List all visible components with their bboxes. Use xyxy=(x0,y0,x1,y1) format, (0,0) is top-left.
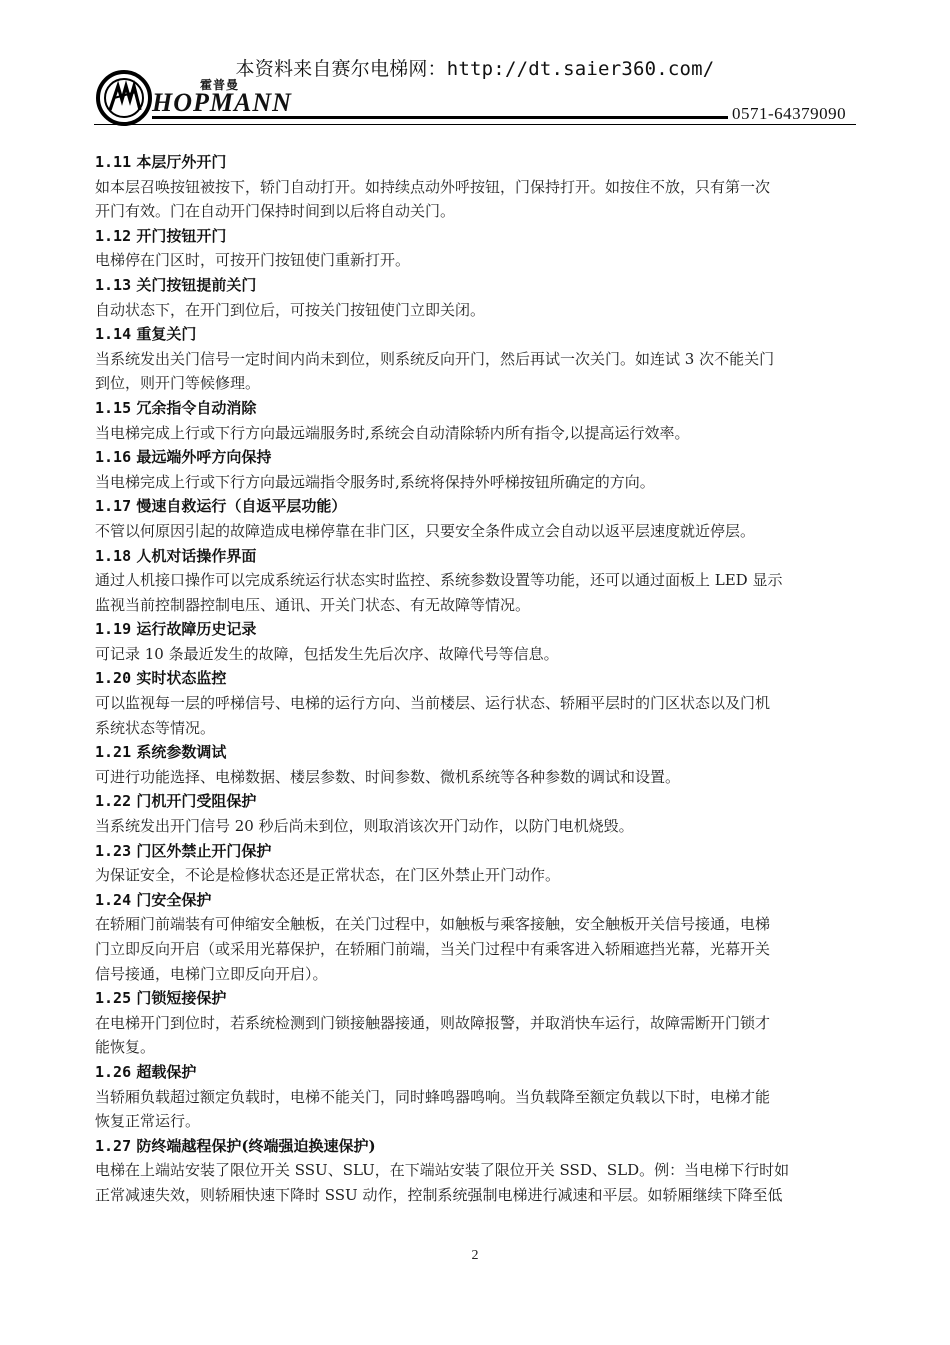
section-body-line: 可记录 10 条最近发生的故障，包括发生先后次序、故障代号等信息。 xyxy=(95,644,559,663)
section-title: 超载保护 xyxy=(136,1062,197,1081)
brand-cn: 霍普曼 xyxy=(200,78,240,92)
section-number: 1.13 xyxy=(95,275,132,294)
section xyxy=(95,494,857,543)
section-number: 1.18 xyxy=(95,546,132,565)
section-title: 门区外禁止开门保护 xyxy=(136,841,272,860)
section-title: 门锁短接保护 xyxy=(136,989,227,1008)
section-body-line: 系统状态等情况。 xyxy=(95,718,216,737)
section xyxy=(95,888,857,986)
section-body-line: 可进行功能选择、电梯数据、楼层参数、时间参数、微机系统等各种参数的调试和设置。 xyxy=(95,767,681,786)
section xyxy=(95,445,857,494)
section-body-line: 正常减速失效，则轿厢快速下降时 SSU 动作，控制系统强制电梯进行减速和平层。如轿厢继续下降至低 xyxy=(95,1185,783,1204)
section xyxy=(95,396,857,445)
section-heading xyxy=(95,1060,857,1085)
section-title: 防终端越程保护(终端强迫换速保护) xyxy=(136,1136,376,1155)
section-number: 1.15 xyxy=(95,398,132,417)
section-body-line: 电梯停在门区时，可按开门按钮使门重新打开。 xyxy=(95,251,411,270)
section xyxy=(95,1060,857,1134)
section-body-line: 如本层召唤按钮被按下，轿门自动打开。如持续点动外呼按钮，门保持打开。如按住不放，只有第一次 xyxy=(95,177,771,196)
section-body-line: 监视当前控制器控制电压、通讯、开关门状态、有无故障等情况。 xyxy=(95,595,531,614)
section-title: 本层厅外开门 xyxy=(136,153,227,171)
section-number: 1.23 xyxy=(95,841,132,860)
phone-number: 0571-64379090 xyxy=(732,104,847,123)
hopmann-logo-icon xyxy=(96,70,152,126)
section-title: 实时状态监控 xyxy=(136,669,227,688)
section xyxy=(95,273,857,322)
section-number: 1.14 xyxy=(95,325,132,344)
section-number: 1.20 xyxy=(95,669,132,688)
section-body-line: 在轿厢门前端装有可伸缩安全触板，在关门过程中，如触板与乘客接触，安全触板开关信号接通，电梯 xyxy=(95,915,771,934)
section-heading xyxy=(95,888,857,913)
section-title: 慢速自救运行（自返平层功能） xyxy=(136,497,347,516)
section-title: 关门按钮提前关门 xyxy=(136,275,257,294)
section-number: 1.12 xyxy=(95,226,132,245)
section-heading xyxy=(95,617,857,642)
section-heading xyxy=(95,322,857,347)
section-body-line: 当电梯完成上行或下行方向最远端服务时,系统会自动清除轿内所有指令,以提高运行效率。 xyxy=(95,423,690,442)
section-title: 开门按钮开门 xyxy=(136,226,227,245)
section-body-line: 当系统发出开门信号 20 秒后尚未到位，则取消该次开门动作，以防门电机烧毁。 xyxy=(95,817,634,836)
section-number: 1.11 xyxy=(95,153,132,171)
section-number: 1.25 xyxy=(95,989,132,1008)
section-body-line: 当系统发出关门信号一定时间内尚未到位，则系统反向开门，然后再试一次关门。如连试 3 次不能关门 xyxy=(95,349,775,368)
page-number: 2 xyxy=(471,1248,479,1263)
section-title: 系统参数调试 xyxy=(136,743,227,762)
section xyxy=(95,839,857,888)
section-body-line: 自动状态下，在开门到位后，可按关门按钮使门立即关闭。 xyxy=(95,300,486,319)
section-body-line: 在电梯开门到位时，若系统检测到门锁接触器接通，则故障报警，并取消快车运行，故障需断开门锁才 xyxy=(95,1013,771,1032)
section-number: 1.16 xyxy=(95,448,132,467)
section-heading xyxy=(95,396,857,421)
section-body-line: 恢复正常运行。 xyxy=(95,1112,201,1131)
section-body-line: 开门有效。门在自动开门保持时间到以后将自动关门。 xyxy=(95,202,456,221)
section-body-line: 可以监视每一层的呼梯信号、电梯的运行方向、当前楼层、运行状态、轿厢平层时的门区状态以及门机 xyxy=(95,694,771,713)
document-body xyxy=(95,150,857,1208)
section xyxy=(95,740,857,789)
section-number: 1.24 xyxy=(95,890,132,909)
section-number: 1.19 xyxy=(95,620,132,639)
section-body-line: 电梯在上端站安装了限位开关 SSU、SLU，在下端站安装了限位开关 SSD、SLD。例：当电梯下行时如 xyxy=(95,1161,790,1180)
section-title: 门安全保护 xyxy=(136,890,212,909)
section-heading xyxy=(95,740,857,765)
section xyxy=(95,544,857,618)
section-body-line: 到位，则开门等候修理。 xyxy=(95,374,261,393)
section-number: 1.26 xyxy=(95,1062,132,1081)
source-line: 本资料来自赛尔电梯网：http://dt.saier360.com/ xyxy=(235,58,715,80)
section xyxy=(95,789,857,838)
header-rule-thin xyxy=(94,124,856,125)
section-heading xyxy=(95,789,857,814)
section-title: 最远端外呼方向保持 xyxy=(136,448,272,467)
section-heading xyxy=(95,1134,857,1159)
section xyxy=(95,986,857,1060)
section-title: 门机开门受阻保护 xyxy=(136,792,257,811)
section xyxy=(95,150,857,224)
section-heading xyxy=(95,839,857,864)
section-body-line: 能恢复。 xyxy=(95,1038,156,1057)
section xyxy=(95,666,857,740)
section-title: 人机对话操作界面 xyxy=(136,546,257,565)
section-heading xyxy=(95,224,857,249)
section-heading xyxy=(95,445,857,470)
section-heading xyxy=(95,666,857,691)
section xyxy=(95,617,857,666)
section-heading xyxy=(95,494,857,519)
section-heading xyxy=(95,544,857,569)
section-number: 1.21 xyxy=(95,743,132,762)
section-body-line: 信号接通，电梯门立即反向开启）。 xyxy=(95,964,328,983)
section-title: 运行故障历史记录 xyxy=(136,620,257,639)
section-title: 重复关门 xyxy=(136,325,197,344)
section-body-line: 门立即反向开启（或采用光幕保护，在轿厢门前端，当关门过程中有乘客进入轿厢遮挡光幕，光幕开关 xyxy=(95,940,771,958)
section xyxy=(95,1134,857,1208)
section xyxy=(95,322,857,396)
section-title: 冗余指令自动消除 xyxy=(136,398,257,417)
section-number: 1.22 xyxy=(95,792,132,811)
section-body-line: 当轿厢负载超过额定负载时，电梯不能关门，同时蜂鸣器鸣响。当负载降至额定负载以下时，电梯才能 xyxy=(95,1087,771,1106)
section-heading xyxy=(95,273,857,298)
section xyxy=(95,224,857,273)
section-body-line: 为保证安全，不论是检修状态还是正常状态，在门区外禁止开门动作。 xyxy=(95,866,561,885)
section-body-line: 通过人机接口操作可以完成系统运行状态实时监控、系统参数设置等功能，还可以通过面板上 LED 显示 xyxy=(95,571,783,590)
section-number: 1.27 xyxy=(95,1136,132,1155)
section-body-line: 不管以何原因引起的故障造成电梯停靠在非门区，只要安全条件成立会自动以返平层速度就近停层。 xyxy=(95,521,756,540)
section-number: 1.17 xyxy=(95,497,132,516)
section-heading xyxy=(95,986,857,1011)
header-rule xyxy=(152,116,728,119)
section-heading xyxy=(95,150,857,175)
section-body-line: 当电梯完成上行或下行方向最远端指令服务时,系统将保持外呼梯按钮所确定的方向。 xyxy=(95,472,655,491)
brand-en: HOPMANN xyxy=(152,88,292,117)
